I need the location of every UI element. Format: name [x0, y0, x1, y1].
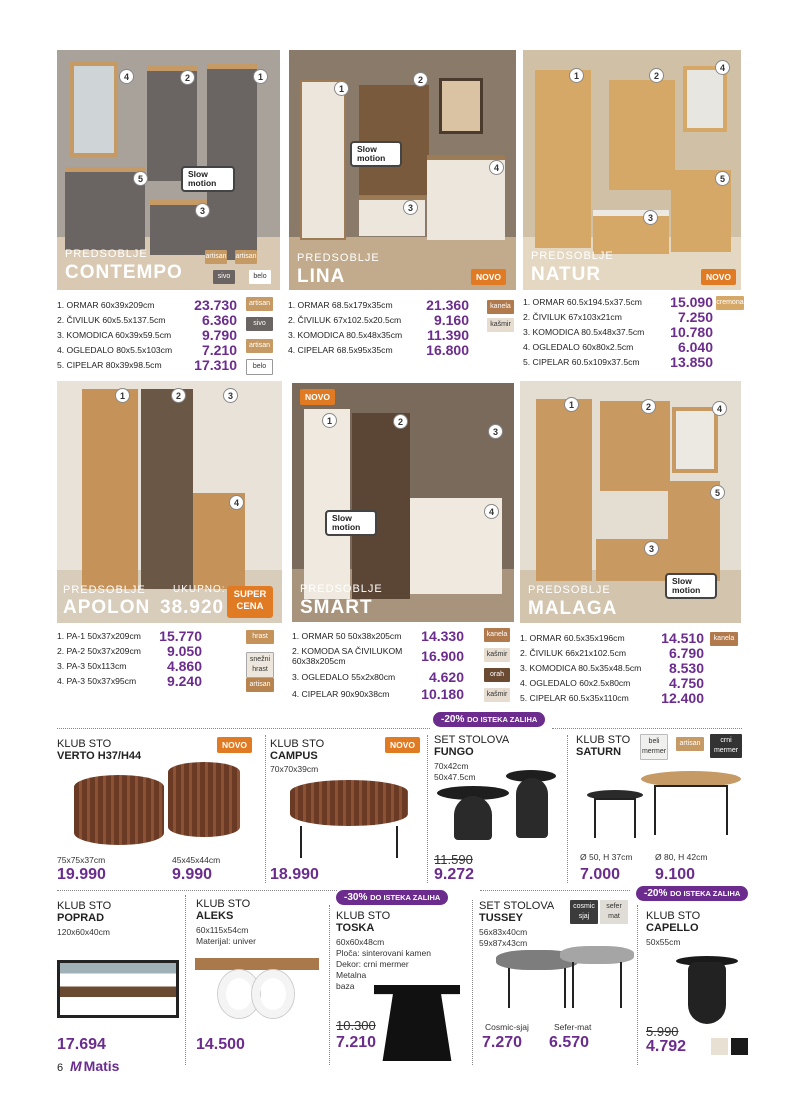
tussey-title: SET STOLOVA TUSSEY — [479, 900, 555, 924]
old-price: 5.990 — [646, 1024, 679, 1039]
price: 9.272 — [434, 866, 475, 883]
marker-1: 1 — [115, 388, 130, 403]
price: 9.990 — [172, 866, 213, 883]
contempo-mirror — [70, 62, 118, 157]
novo-badge: NOVO — [471, 269, 506, 285]
campus-title: KLUB STO CAMPUS — [270, 738, 325, 762]
set-prefix: PREDSOBLJE — [63, 584, 146, 596]
marker-1: 1 — [569, 68, 584, 83]
description: Dekor: crni mermer — [336, 959, 409, 969]
aleks-title: KLUB STO ALEKS — [196, 898, 251, 922]
dimension: 56x83x40cm — [479, 927, 528, 937]
capello-table-base — [688, 962, 726, 1024]
marker-5: 5 — [710, 485, 725, 500]
list-item: 3. KOMODICA 80.5x48x35cm 11.390 — [288, 326, 469, 343]
divider — [567, 735, 568, 883]
smart-wardrobe — [304, 409, 350, 599]
swatch-artisan: artisan — [246, 297, 273, 311]
list-item: 4. CIPELAR 90x90x38cm 10.180 — [292, 686, 464, 702]
dimension: 60x60x48cm — [336, 937, 385, 947]
marker-4: 4 — [489, 160, 504, 175]
variant-label: Cosmic-sjaj — [485, 1022, 529, 1032]
list-item: 5. CIPELAR 80x39x98.5cm 17.310 — [57, 356, 237, 373]
divider — [427, 735, 428, 883]
marker-1: 1 — [564, 397, 579, 412]
marker-2: 2 — [413, 72, 428, 87]
set-name: SMART — [300, 597, 373, 618]
swatch-kasmir: kašmir — [484, 648, 510, 662]
marker-4: 4 — [715, 60, 730, 75]
list-item: 4. PA-3 50x37x95cm 9.240 — [57, 672, 202, 689]
marker-3: 3 — [403, 200, 418, 215]
saturn-title: KLUB STO SATURN — [576, 734, 631, 758]
material: Materijal: univer — [196, 936, 256, 946]
price: 18.990 — [270, 866, 319, 883]
apolon-photo — [57, 381, 282, 623]
marker-1: 1 — [334, 81, 349, 96]
variant-label: Sefer-mat — [554, 1022, 592, 1032]
total-price: 38.920 — [160, 597, 225, 618]
price: 7.270 — [482, 1034, 523, 1051]
set-prefix: PREDSOBLJE — [65, 248, 148, 260]
contempo-photo — [57, 50, 280, 290]
marker-4: 4 — [229, 495, 244, 510]
marker-2: 2 — [641, 399, 656, 414]
swatch-kanela: kanela — [710, 632, 738, 646]
promo-badge: -30% DO ISTEKA ZALIHA — [336, 890, 448, 905]
fungo-title: SET STOLOVA FUNGO — [434, 734, 510, 758]
list-item: 3. KOMODICA 80.5x48x37.5cm 10.780 — [523, 323, 713, 340]
dimension: 45x45x44cm — [172, 855, 221, 865]
swatch-sivo: sivo — [246, 317, 273, 331]
novo-badge: NOVO — [300, 389, 335, 405]
set-prefix: PREDSOBLJE — [300, 583, 383, 595]
swatch-sivo: sivo — [213, 270, 235, 284]
dimension: 59x87x43cm — [479, 938, 528, 948]
verto-large-table — [74, 775, 164, 845]
contempo-wardrobe — [207, 64, 257, 260]
list-item: 1. ORMAR 50 50x38x205cm 14.330 — [292, 627, 464, 644]
dimension: 50x47.5cm — [434, 772, 476, 782]
natur-hanger — [609, 80, 675, 190]
malaga-photo — [520, 381, 741, 623]
malaga-price-list — [520, 630, 704, 705]
price: 7.000 — [580, 866, 621, 883]
marker-5: 5 — [133, 171, 148, 186]
swatch-kasmir: kašmir — [487, 318, 514, 332]
set-prefix: PREDSOBLJE — [528, 584, 611, 596]
slow-motion-badge: Slow motion — [181, 166, 235, 192]
saturn-large-legs — [654, 785, 728, 835]
swatch-snezni-hrast: snežni hrast — [246, 652, 274, 678]
swatch-kasmir: kašmir — [484, 688, 510, 702]
list-item: 3. KOMODICA 80.5x35x48.5cm 8.530 — [520, 659, 704, 676]
set-name: NATUR — [531, 264, 602, 285]
toska-table — [374, 985, 460, 1061]
list-item: 2. PA-2 50x37x209cm 9.050 — [57, 642, 202, 659]
novo-badge: NOVO — [385, 737, 420, 753]
list-item: 1. ORMAR 60.5x35x196cm 14.510 — [520, 629, 704, 646]
set-name: CONTEMPO — [65, 262, 183, 283]
list-item: 1. ORMAR 68.5x179x35cm 21.360 — [288, 296, 469, 313]
swatch-cosmic-sjaj: cosmic sjaj — [570, 900, 598, 924]
swatch-artisan: artisan — [246, 678, 274, 692]
verto-small-table — [168, 762, 240, 837]
description: Metalna — [336, 970, 367, 980]
page-number: 6 — [57, 1062, 64, 1074]
poprad-title: KLUB STO POPRAD — [57, 900, 112, 924]
price: 7.210 — [336, 1034, 377, 1051]
verto-title: KLUB STO VERTO H37/H44 — [57, 738, 142, 762]
divider — [265, 735, 266, 883]
marker-5: 5 — [715, 171, 730, 186]
lina-picture — [439, 78, 483, 134]
contempo-price-list — [57, 297, 237, 372]
smart-price-list — [292, 628, 464, 704]
swatch-beli-mermer: beli mermer — [640, 734, 668, 760]
set-name: APOLON — [63, 597, 151, 618]
marker-3: 3 — [488, 424, 503, 439]
promo-badge: -20% DO ISTEKA ZALIHA — [636, 886, 748, 901]
matis-m-icon: M — [70, 1058, 82, 1074]
divider — [472, 900, 473, 1065]
divider — [637, 905, 638, 1065]
apolon-price-list — [57, 628, 202, 688]
marker-1: 1 — [322, 413, 337, 428]
marker-4: 4 — [712, 401, 727, 416]
description: Ploča: sinterovani kamen — [336, 948, 431, 958]
poprad-table — [57, 960, 179, 1018]
marker-2: 2 — [180, 70, 195, 85]
list-item: 5. CIPELAR 60.5x35x110cm 12.400 — [520, 689, 704, 706]
list-item: 2. ČIVILUK 66x21x102.5cm 6.790 — [520, 644, 704, 661]
color-option-dark — [731, 1038, 748, 1055]
marker-3: 3 — [644, 541, 659, 556]
swatch-kanela: kanela — [484, 628, 510, 642]
natur-wardrobe — [535, 70, 591, 248]
lina-price-list — [288, 297, 469, 357]
swatch-crni-mermer: crni mermer — [710, 734, 742, 758]
swatch-artisan: artisan — [235, 250, 257, 264]
list-item: 1. PA-1 50x37x209cm 15.770 — [57, 627, 202, 644]
dimension: 60x115x54cm — [196, 925, 249, 935]
list-item: 2. ČIVILUK 60x5.5x137.5cm 6.360 — [57, 311, 237, 328]
natur-price-list — [523, 294, 713, 369]
list-item: 5. CIPELAR 60.5x109x37.5cm 13.850 — [523, 353, 713, 370]
set-name: MALAGA — [528, 598, 618, 619]
slow-motion-badge: Slow motion — [325, 510, 377, 536]
marker-3: 3 — [195, 203, 210, 218]
aleks-table-ring — [252, 970, 294, 1018]
list-item: 4. OGLEDALO 60x80x2.5cm 6.040 — [523, 338, 713, 355]
dimension: 70x42cm — [434, 761, 469, 771]
list-item: 4. OGLEDALO 80x5.5x103cm 7.210 — [57, 341, 237, 358]
lina-photo — [289, 50, 516, 290]
divider — [57, 890, 337, 891]
price: 19.990 — [57, 866, 106, 883]
malaga-wardrobe — [536, 399, 592, 581]
smart-photo — [292, 383, 514, 622]
apolon-hanger — [141, 389, 193, 589]
dimension: 120x60x40cm — [57, 927, 110, 937]
super-cena-badge: SUPER CENA — [227, 586, 273, 618]
divider — [552, 728, 742, 729]
total-label: UKUPNO: — [173, 584, 226, 595]
campus-table-top — [290, 780, 408, 826]
swatch-belo: belo — [249, 270, 271, 284]
list-item: 2. ČIVILUK 67x103x21cm 7.250 — [523, 308, 713, 325]
price: 9.100 — [655, 866, 696, 883]
marker-2: 2 — [171, 388, 186, 403]
color-option-light — [711, 1038, 728, 1055]
swatch-artisan: artisan — [676, 737, 704, 751]
marker-2: 2 — [393, 414, 408, 429]
campus-table-legs — [300, 826, 398, 858]
list-item: 4. OGLEDALO 60x2.5x80cm 4.750 — [520, 674, 704, 691]
marker-3: 3 — [643, 210, 658, 225]
old-price: 11.590 — [434, 852, 473, 867]
list-item: 3. OGLEDALO 55x2x80cm 4.620 — [292, 668, 464, 685]
aleks-table-top — [195, 958, 319, 970]
swatch-orah: orah — [484, 668, 510, 682]
list-item: 4. CIPELAR 68.5x95x35cm 16.800 — [288, 341, 469, 358]
set-prefix: PREDSOBLJE — [531, 250, 614, 262]
tussey-small-legs — [572, 962, 622, 1008]
swatch-cremona: cremona — [716, 296, 744, 310]
novo-badge: NOVO — [217, 737, 252, 753]
saturn-small-legs — [594, 798, 636, 838]
apolon-wardrobe — [82, 389, 138, 589]
natur-photo — [523, 50, 741, 290]
old-price: 10.300 — [336, 1018, 376, 1033]
natur-mirror — [683, 66, 727, 132]
lina-hanger — [359, 85, 429, 195]
list-item: 3. PA-3 50x113cm 4.860 — [57, 657, 202, 674]
set-prefix: PREDSOBLJE — [297, 252, 380, 264]
capello-title: KLUB STO CAPELLO — [646, 910, 701, 934]
swatch-kanela: kanela — [487, 300, 514, 314]
dimension: 70x70x39cm — [270, 764, 319, 774]
dimension: 50x55cm — [646, 937, 681, 947]
fungo-small-base — [516, 778, 548, 838]
divider — [57, 728, 430, 729]
marker-4: 4 — [484, 504, 499, 519]
price: 6.570 — [549, 1034, 590, 1051]
divider — [185, 895, 186, 1065]
smart-hanger — [352, 413, 410, 599]
marker-3: 3 — [223, 388, 238, 403]
toska-title: KLUB STO TOSKA — [336, 910, 391, 934]
malaga-hanger — [600, 401, 670, 491]
swatch-sefer-mat: sefer mat — [600, 900, 628, 924]
novo-badge: NOVO — [701, 269, 736, 285]
swatch-artisan: artisan — [246, 339, 273, 353]
brand-logo: M Matis — [70, 1058, 120, 1074]
divider — [329, 905, 330, 1065]
fungo-large-base — [454, 796, 492, 840]
swatch-artisan: artisan — [205, 250, 227, 264]
marker-2: 2 — [649, 68, 664, 83]
price: 4.792 — [646, 1038, 687, 1055]
swatch-hrast: hrast — [246, 630, 274, 644]
dimension: Ø 50, H 37cm — [580, 852, 633, 862]
dimension: Ø 80, H 42cm — [655, 852, 708, 862]
tussey-large-legs — [508, 968, 566, 1008]
description: baza — [336, 981, 355, 991]
price: 14.500 — [196, 1036, 245, 1053]
list-item: 1. ORMAR 60x39x209cm 23.730 — [57, 296, 237, 313]
promo-badge: -20% DO ISTEKA ZALIHA — [433, 712, 545, 727]
list-item: 1. ORMAR 60.5x194.5x37.5cm 15.090 — [523, 293, 713, 310]
lina-wardrobe — [300, 80, 346, 240]
divider — [480, 890, 630, 891]
list-item: 2. KOMODA SA ČIVILUKOM 60x38x205cm 16.900 — [292, 646, 464, 666]
marker-1: 1 — [253, 69, 268, 84]
dimension: 75x75x37cm — [57, 855, 106, 865]
malaga-mirror — [672, 407, 718, 473]
swatch-belo: belo — [246, 359, 273, 375]
list-item: 3. KOMODICA 60x39x59.5cm 9.790 — [57, 326, 237, 343]
slow-motion-badge: Slow motion — [350, 141, 402, 167]
list-item: 2. ČIVILUK 67x102.5x20.5cm 9.160 — [288, 311, 469, 328]
price: 17.694 — [57, 1036, 106, 1053]
marker-4: 4 — [119, 69, 134, 84]
slow-motion-badge: Slow motion — [665, 573, 717, 599]
set-name: LINA — [297, 266, 346, 287]
